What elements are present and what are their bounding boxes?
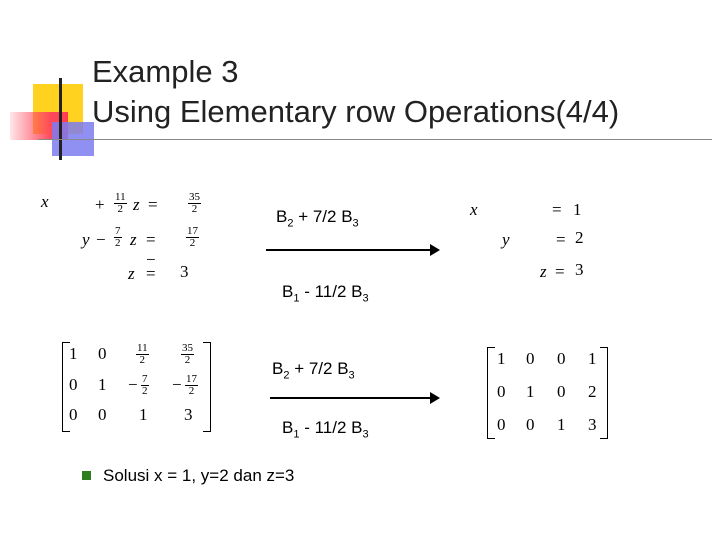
matrix-left-cell: 1 xyxy=(69,344,78,363)
sys-left-r1-coef: $\frac{11}{2}$ xyxy=(115,191,126,215)
title-line-2: Using Elementary row Operations(4/4) xyxy=(92,94,620,129)
sys-right-eq1: = xyxy=(552,200,562,219)
bullet-square-icon xyxy=(82,471,91,480)
matrix-right-cell: 0 xyxy=(526,415,535,434)
sys-right-val3: 3 xyxy=(575,260,584,279)
matrix-right-bracket-open xyxy=(487,347,495,439)
matrix-left-cell: 1 xyxy=(98,375,107,394)
matrix-right-cell: 0 xyxy=(497,382,506,401)
sys-left-r2-rhs: $\frac{17}{2}$ xyxy=(187,225,198,249)
sys-left-r1-var: x xyxy=(41,192,49,211)
decorative-vertical-line xyxy=(59,78,62,160)
sys-left-r2-z: z xyxy=(130,230,137,249)
sys-right-eq2: = xyxy=(556,230,566,249)
sys-right-x: x xyxy=(470,200,478,219)
title-divider-line xyxy=(38,139,712,140)
sys-right-val1: 1 xyxy=(573,200,582,219)
matrix-left-cell: 1 xyxy=(139,405,148,424)
op-top-2: $B_1 - 11/2$ $B_3$ xyxy=(282,282,369,305)
sys-left-r2-coef: $\frac{7}{2}$ xyxy=(115,225,121,249)
matrix-right-cell: 1 xyxy=(557,415,566,434)
matrix-right-cell: 1 xyxy=(497,349,506,368)
matrix-left-cell-frac: $\frac{7}{2}$ xyxy=(142,373,148,397)
matrix-right-cell: 0 xyxy=(497,415,506,434)
matrix-left-cell-frac: $\frac{35}{2}$ xyxy=(182,342,193,366)
matrix-left-cell: 0 xyxy=(98,405,107,424)
matrix-left-cell-frac: $\frac{11}{2}$ xyxy=(137,342,148,366)
matrix-left-cell: 3 xyxy=(184,405,193,424)
sys-left-r1-rhs: $\frac{35}{2}$ xyxy=(189,191,200,215)
op-bottom-1: $B_2 + 7/2$ $B_3$ xyxy=(272,359,355,382)
matrix-right-cell: 2 xyxy=(588,382,597,401)
sys-left-r3-eq: = xyxy=(146,264,156,283)
matrix-right-cell: 1 xyxy=(526,382,535,401)
sys-left-r3-z: z xyxy=(128,264,135,283)
sys-left-r2-sign: − xyxy=(96,230,106,249)
sys-left-r2-var: y xyxy=(82,230,90,249)
matrix-right-bracket-close xyxy=(600,347,608,439)
slide-title xyxy=(92,52,619,132)
matrix-left-sign: − xyxy=(128,375,138,394)
matrix-right-cell: 3 xyxy=(588,415,597,434)
matrix-left-cell: 0 xyxy=(98,344,107,363)
sys-right-val2: 2 xyxy=(575,228,584,247)
matrix-left-sign: − xyxy=(172,375,182,394)
arrow-bottom xyxy=(270,397,438,399)
matrix-right-cell: 0 xyxy=(557,382,566,401)
matrix-left-cell-frac: $\frac{17}{2}$ xyxy=(186,373,197,397)
sys-right-y: y xyxy=(502,230,510,249)
matrix-left-bracket-close xyxy=(203,342,211,432)
sys-right-z: z xyxy=(540,262,547,281)
op-top-1: $B_2 + 7/2$ $B_3$ xyxy=(276,207,359,230)
matrix-right-cell: 1 xyxy=(588,349,597,368)
sys-left-r2-eq: = − xyxy=(146,230,156,269)
op-bottom-2: $B_1 - 11/2$ $B_3$ xyxy=(282,418,369,441)
sys-left-r1-eq: = xyxy=(148,195,158,214)
sys-left-r1-z: z xyxy=(133,195,140,214)
matrix-left-cell: 0 xyxy=(69,375,78,394)
matrix-right-cell: 0 xyxy=(526,349,535,368)
arrow-top xyxy=(266,249,438,251)
matrix-right-cell: 0 xyxy=(557,349,566,368)
solution-text: Solusi x = 1, y=2 dan z=3 xyxy=(103,466,295,485)
title-line-1: Example 3 xyxy=(92,54,239,89)
sys-left-r3-rhs: 3 xyxy=(180,262,189,281)
sys-right-eq3: = xyxy=(555,262,565,281)
matrix-left-cell: 0 xyxy=(69,405,78,424)
sys-left-r1-sign: + xyxy=(95,195,105,214)
